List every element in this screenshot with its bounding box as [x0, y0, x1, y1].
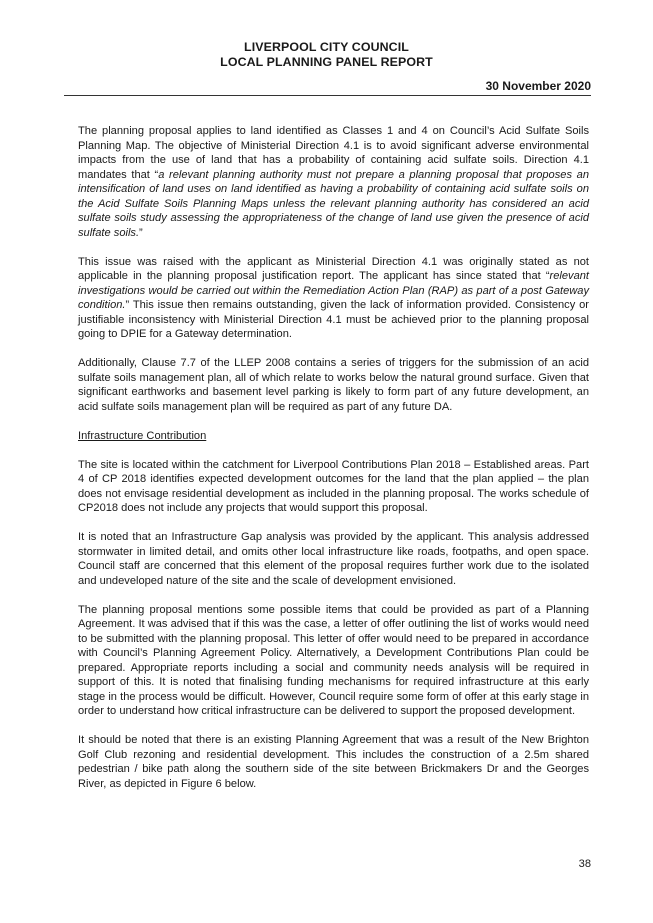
- paragraph-existing-agreement: It should be noted that there is an existing Planning Agreement that was a result of the New Brighton Golf Club rezoning and residential development. This includes the construction of a 2.5m shared pedestrian / bike path along the southern side of the site between Brickmakers Dr and the Georges River, as depicted in Figure 6 below.: [78, 734, 589, 790]
- paragraph-applicant-response: [78, 255, 589, 342]
- paragraph-text: This issue was raised with the applicant as Ministerial Direction 4.1 was originally stated as not applicable in the planning proposal justification report. The applicant has since stated that “: [78, 255, 589, 282]
- report-body: [78, 124, 589, 806]
- paragraph-contributions-plan: The site is located within the catchment for Liverpool Contributions Plan 2018 – Established areas. Part 4 of CP 2018 identifies expected development outcomes for the land that the plan applied – the plan does not envisage residential development as included in the planning proposal. The works schedule of CP2018 does not include any projects that would support this proposal.: [78, 458, 589, 514]
- paragraph-clause-7-7: Additionally, Clause 7.7 of the LLEP 2008 contains a series of triggers for the submission of an acid sulfate soils management plan, all of which relate to works below the natural ground surface. Given that significant earthworks and basement level parking is likely to form part of any future development, an acid sulfate soils management plan will be required as part of any future DA.: [78, 357, 589, 413]
- paragraph-planning-agreement: The planning proposal mentions some possible items that could be provided as part of a Planning Agreement. It was advised that if this was the case, a letter of offer outlining the list of works would need to be submitted with the planning proposal. This letter of offer would need to be prepared in accordance with Council’s Planning Agreement Policy. Alternatively, a Development Contributions Plan could be prepared. Appropriate reports including a social and community needs analysis will be required in support of this. It is noted that finalising funding mechanisms for required infrastructure at this early stage in the process would be difficult. However, Council require some form of offer at this early stage in order to understand how critical infrastructure can be delivered to support the proposed development.: [78, 603, 589, 717]
- council-name: LIVERPOOL CITY COUNCIL: [244, 40, 409, 54]
- paragraph-text: ”: [139, 226, 143, 239]
- paragraph-infrastructure-gap: It is noted that an Infrastructure Gap analysis was provided by the applicant. This analysis addressed stormwater in limited detail, and omits other local infrastructure like roads, footpaths, and open space. Council staff are concerned that this element of the proposal requires further work due to the isolated and undeveloped nature of the site and the scale of development envisioned.: [78, 531, 589, 587]
- paragraph-text: ” This issue then remains outstanding, given the lack of information provided. Consistency or justifiable inconsistency with Ministerial Direction 4.1 must be achieved prior to the planning proposal going to DPIE for a Gateway determination.: [78, 299, 589, 340]
- report-date: 30 November 2020: [485, 79, 591, 93]
- applicant-quote: relevant investigations would be carried out within the Remediation Action Plan (RAP) as part of a post Gateway condition.: [78, 270, 589, 311]
- section-heading-infrastructure: Infrastructure Contribution: [78, 429, 207, 442]
- report-title: LOCAL PLANNING PANEL REPORT: [220, 55, 433, 69]
- direction-quote: a relevant planning authority must not prepare a planning proposal that proposes an intensification of land uses on land identified as having a probability of containing acid sulfate soils on the Acid Sulfate Soils Planning Maps unless the relevant planning authority has considered an acid sulfate soils study assessing the appropriateness of the change of land use given the presence of acid sulfate soils.: [78, 168, 589, 239]
- header-divider: [64, 95, 591, 96]
- page-number: 38: [578, 858, 591, 870]
- paragraph-acid-sulfate-direction: [78, 124, 589, 240]
- paragraph-text: The planning proposal applies to land identified as Classes 1 and 4 on Council’s Acid Sulfate Soils Planning Map. The objective of Ministerial Direction 4.1 is to avoid significant adverse environmental impacts from the use of land that has a probability of containing acid sulfate soils. Direction 4.1 mandates that “: [78, 125, 589, 181]
